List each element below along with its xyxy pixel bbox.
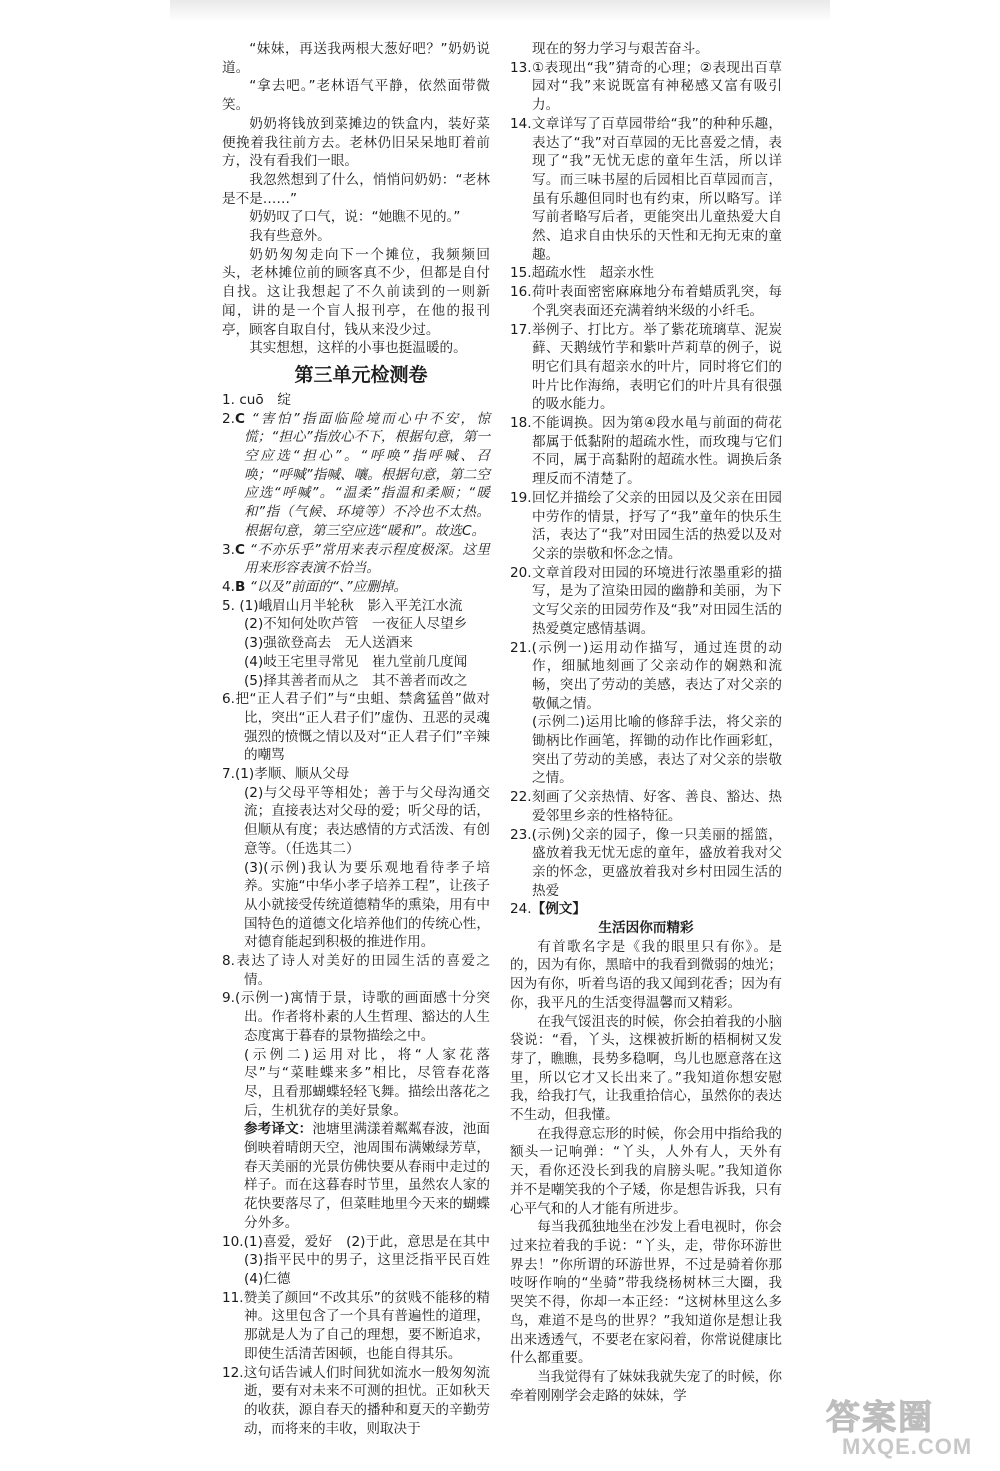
essay-paragraph: 在我气馁沮丧的时候，你会拍着我的小脑袋说：“看，丫头，这棵被折断的梧桐树又发芽了，瞧瞧，長势多稳啊，鸟儿也愿意落在这里，所以它才又长出来了。”我知道你想安慰我，给我打气，让我重拾信心，虽然你的表达不生动，但我懂。: [510, 1013, 782, 1124]
item-number: 15.: [510, 265, 532, 282]
answer-text: (示例一)运用动作描写，通过连贯的动作，细腻地刻画了父亲动作的娴熟和流畅，突出了劳动的美感，表达了对父亲的敬佩之情。: [531, 639, 782, 712]
item-number: 3.: [222, 541, 235, 558]
answer-explanation: “不亦乐乎”常用来表示程度极深。这里用来形容表演不恰当。: [244, 541, 490, 577]
item-number: 9.: [222, 990, 235, 1007]
answer-text: 文章详写了百草园带给“我”的种种乐趣，表达了“我”对百草园的无比喜爱之情，表现了“我”无忧无虑的童年生活，所以详写。而三味书屋的后园相比百草园而言，虽有乐趣但同时也有约束，所以略写。详写前者略写后者，更能突出儿童热爱大自然、追求自由快乐的天性和无拘无束的童趣。: [531, 115, 782, 263]
poem-line: (4)岐王宅里寻常见 崔九堂前几度闻: [244, 653, 468, 670]
essay-paragraph: 当我觉得有了妹妹我就失宠了的时候，你牵着刚刚学会走路的妹妹，学: [510, 1368, 782, 1404]
answer-text: cuō 绽: [239, 391, 291, 408]
item-number: 16.: [510, 284, 532, 301]
item-number: 11.: [222, 1289, 244, 1306]
answer-item: [510, 788, 782, 825]
answer-item: [510, 321, 782, 415]
story-paragraph: 其实想想，这样的小事也挺温暖的。: [249, 340, 467, 357]
item-number: 14.: [510, 115, 532, 132]
example-essay-label: 【例文】: [531, 901, 586, 918]
item-number: 13.: [510, 59, 532, 76]
item-number: 1.: [222, 391, 235, 408]
story-paragraph: 奶奶匆匆走向下一个摊位，我频频回头，老林摊位前的顾客真不少，但都是自付自找。这让我想起了不久前读到的一则新闻，讲的是一个盲人报刊亭，在他的报刊亭，顾客自取自付，钱从来没少过。: [222, 246, 490, 338]
item-number: 24.: [510, 901, 532, 918]
answer-item: [222, 1364, 490, 1439]
answer-item-2: [222, 410, 490, 541]
answer-text: 赞美了颜回“不改其乐”的贫贱不能移的精神。这里包含了一个具有普遍性的道理，那就是人为了自己的理想，要不断追求，即使生活清苦困顿，也能自得其乐。: [243, 1289, 490, 1362]
answer-choice: C: [234, 541, 245, 558]
answer-item: [510, 59, 782, 115]
answer-item: [222, 989, 490, 1045]
item-number: 8.: [222, 953, 235, 970]
item-number: 6.: [222, 691, 235, 708]
translation-label: 参考译文：: [244, 1121, 313, 1138]
poem-line: (3)强欲登高去 无人送酒来: [244, 635, 413, 652]
answer-item-24: [510, 900, 782, 919]
answer-text: (示例)父亲的园子，像一只美丽的摇篮，盛放着我无忧无虑的童年，盛放着我对父亲的怀念，更盛放着我对乡村田园生活的热爱: [531, 826, 782, 899]
story-paragraph: “妹妹，再送我两根大葱好吧？”奶奶说道。: [222, 41, 490, 76]
answer-continuation: 现在的努力学习与艰苦奋斗。: [532, 41, 709, 57]
right-column: [510, 40, 782, 1405]
answer-item: [222, 1289, 490, 1364]
story-paragraph: 奶奶将钱放到菜摊边的铁盒内，装好菜便挽着我往前方去。老林仍旧呆呆地盯着前方，没有看我们一眼。: [222, 115, 490, 170]
answer-text: 把“正人君子们”与“虫蛆、禁禽猛兽”做对比，突出“正人君子们”虚伪、丑恶的灵魂 强烈的愤慨之情以及对“正人君子们”辛辣的嘲骂: [234, 691, 504, 764]
answer-text: 超疏水性 超亲水性: [531, 265, 654, 282]
item-number: 21.: [510, 639, 532, 656]
translation: [222, 1120, 490, 1232]
item-number: 12.: [222, 1364, 244, 1381]
answer-item: [222, 952, 490, 989]
item-number: 22.: [510, 789, 532, 806]
essay-title: 生活因你而精彩: [598, 920, 694, 937]
answer-text: (示例一)寓情于景，诗歌的画面感十分突出。作者将朴素的人生哲理、豁达的人生态度寓于暮春的景物描绘之中。: [234, 990, 490, 1044]
left-column: [222, 40, 504, 1438]
watermark-logo: [820, 1390, 990, 1462]
poem-line: (2)不知何处吹芦管 一夜征人尽望乡: [244, 616, 468, 633]
story-paragraph: “拿去吧。”老林语气平静，依然面带微笑。: [222, 78, 490, 114]
answer-item: [222, 690, 504, 765]
item-number: 4.: [222, 578, 235, 595]
answer-item: [222, 765, 490, 784]
essay-paragraph: 每当我孤独地坐在沙发上看电视时，你会过来拉着我的手说：“丫头，走，带你环游世界去！”你所谓的环游世界，不过是骑着你那吱呀作响的“坐骑”带我绕杨树林三大圈，我哭笑不得，你却一本正经：“这树林里这么多鸟，难道不是鸟的世界？”我知道你是想让我出来透透气，不要老在家闷着，你常说健康比什么都重要。: [510, 1219, 782, 1367]
story-paragraph: 奶奶叹了口气，说：“她瞧不见的。”: [249, 209, 461, 226]
answer-text: (3)(示例)我认为要乐观地看待孝子培养。实施“中华小孝子培养工程”，让孩子从小就接受传统道德精华的熏染，用有中国特色的道德文化培养他们的传统心性，对德育能起到积极的推进作用。: [244, 859, 490, 951]
item-number: 10.: [222, 1233, 244, 1250]
essay-paragraph: 有首歌名字是《我的眼里只有你》。是的，因为有你，黑暗中的我看到微弱的烛光；因为有你，听着鸟语的我又闻到花香；因为有你，我平凡的生活变得温馨而又精彩。: [510, 938, 782, 1011]
answer-text: (2)与父母平等相处；善于与父母沟通交流；直接表达对父母的爱；听父母的话，但顺从有度；表达感情的方式活泼、有创意等。（任选其二）: [244, 784, 490, 857]
answer-text: 不能调换。因为第④段水黾与前面的荷花都属于低黏附的超疏水性，而玫瑰与它们不同，属于高黏附的超疏水性。调换后条理反而不清楚了。: [531, 415, 782, 488]
answer-text: 荷叶表面密密麻麻地分布着蜡质乳突，每个乳突表面还充满着纳米级的小纤毛。: [531, 284, 782, 319]
answer-explanation: “害怕”指面临险境而心中不安，惊慌；“担心”指放心不下，根据句意，第一空应选“担心”。“呼唤”指呼喊、召唤；“呼喊”指喊、嚷。根据句意，第二空应选“呼喊”。“温柔”指温和柔顺；“暖和”指（气候、环境等）不冷也不太热。根据句意，第三空应选“暖和”。故选C。: [244, 410, 490, 539]
translation-text: 池塘里满漾着粼粼春波，池面倒映着晴朗天空，池周围布满嫩绿芳草，春天美丽的光景仿佛快要从春雨中走过的样子。而在这暮春时节里，虽然农人家的花快要落尽了，但菜畦地里今天来的蝴蝶分外多。: [244, 1121, 491, 1231]
watermark-text: 答案圈: [826, 1398, 934, 1438]
answer-item: [510, 115, 782, 265]
answer-item-3: [222, 541, 490, 578]
scan-edge-shadow: [170, 0, 830, 22]
answer-text: 这句话告诫人们时间犹如流水一般匆匆流逝，要有对未来不可测的担忧。正如秋天的收获，源自春天的播种和夏天的辛勤劳动，而将来的丰收，则取决于: [243, 1364, 490, 1437]
answer-choice: B: [234, 578, 246, 595]
answer-text: (1)孝顺、顺从父母: [234, 766, 350, 783]
item-number: 20.: [510, 564, 532, 581]
item-number: 23.: [510, 826, 532, 843]
item-number: 2.: [222, 410, 235, 427]
poem-line: (5)择其善者而从之 其不善者而改之: [244, 672, 468, 689]
answer-text: 回忆并描绘了父亲的田园以及父亲在田园中劳作的情景，抒写了“我”童年的快乐生活，表达了“我”对田园生活的热爱以及对父亲的崇敬和怀念之情。: [531, 489, 782, 562]
answer-explanation: “以及”前面的“、”应删掉。: [249, 578, 407, 595]
answer-item-4: [222, 578, 490, 597]
answer-text: 举例子、打比方。举了紫花琉璃草、泥炭藓、天鹅绒竹芋和紫叶芦莉草的例子，说明它们具有超亲水的叶片，同时将它们的叶片比作海绵，表明它们的叶片具有很强的吸水能力。: [531, 321, 782, 413]
answer-item: [510, 414, 782, 489]
answer-item: [510, 283, 782, 320]
story-paragraph: 我有些意外。: [249, 228, 331, 245]
answer-text: (示例二)运用对比，将“人家花落尽”与“菜畦蝶来多”相比，尽管春花落尽，且看那蝴蝶轻轻飞舞。描绘出落花之后，生机犹存的美好景象。: [244, 1046, 490, 1119]
answer-choice: C: [234, 410, 245, 427]
answer-item: [510, 489, 782, 564]
answer-item: [222, 1233, 504, 1289]
watermark-url: MXQE.COM: [842, 1434, 973, 1459]
answer-text: (示例二)运用比喻的修辞手法，将父亲的锄柄比作画笔，挥锄的动作比作画彩虹，突出了劳动的美感，表达了对父亲的崇敬之情。: [532, 714, 782, 787]
answer-item: [510, 264, 782, 283]
answer-text: 表达了诗人对美好的田园生活的喜爱之情。: [234, 953, 490, 988]
answer-item-5: [222, 597, 490, 616]
item-number: 17.: [510, 321, 532, 338]
story-paragraph: 我忽然想到了什么，悄悄问奶奶：“老林是不是……”: [222, 171, 490, 207]
item-number: 7.: [222, 766, 235, 783]
item-number: 18.: [510, 415, 532, 432]
answer-text: 文章首段对田园的环境进行浓墨重彩的描写，是为了渲染田园的幽静和美丽，为下文写父亲的田园劳作及“我”对田园生活的热爱奠定感情基调。: [531, 564, 782, 637]
answer-item-1: [222, 391, 490, 410]
answer-item: [510, 826, 782, 901]
answer-item: [510, 639, 782, 714]
item-number: 5.: [222, 597, 235, 614]
section-title: 第三单元检测卷: [294, 363, 428, 386]
poem-line: (1)峨眉山月半轮秋 影入平羌江水流: [239, 597, 463, 614]
item-number: 19.: [510, 489, 532, 506]
answer-text: ①表现出“我”猜奇的心理；②表现出百草园对“我”来说既富有神秘感又富有吸引力。: [531, 59, 782, 114]
essay-paragraph: 在我得意忘形的时候，你会用中指给我的额头一记响弹：“丫头，人外有人，天外有天，看你还没长到我的肩膀头呢。”我知道你并不是嘲笑我的个子矮，你是想告诉我，只有心平气和的人才能有所进步。: [510, 1125, 782, 1217]
answer-text: (1)喜爱，爱好 (2)于此，意思是在其中 (3)指平民中的男子，这里泛指平民百姓 (4)仁德: [243, 1233, 504, 1287]
answer-text: 刻画了父亲热情、好客、善良、豁达、热爱邻里乡亲的性格特征。: [531, 789, 782, 824]
answer-item: [510, 564, 782, 639]
